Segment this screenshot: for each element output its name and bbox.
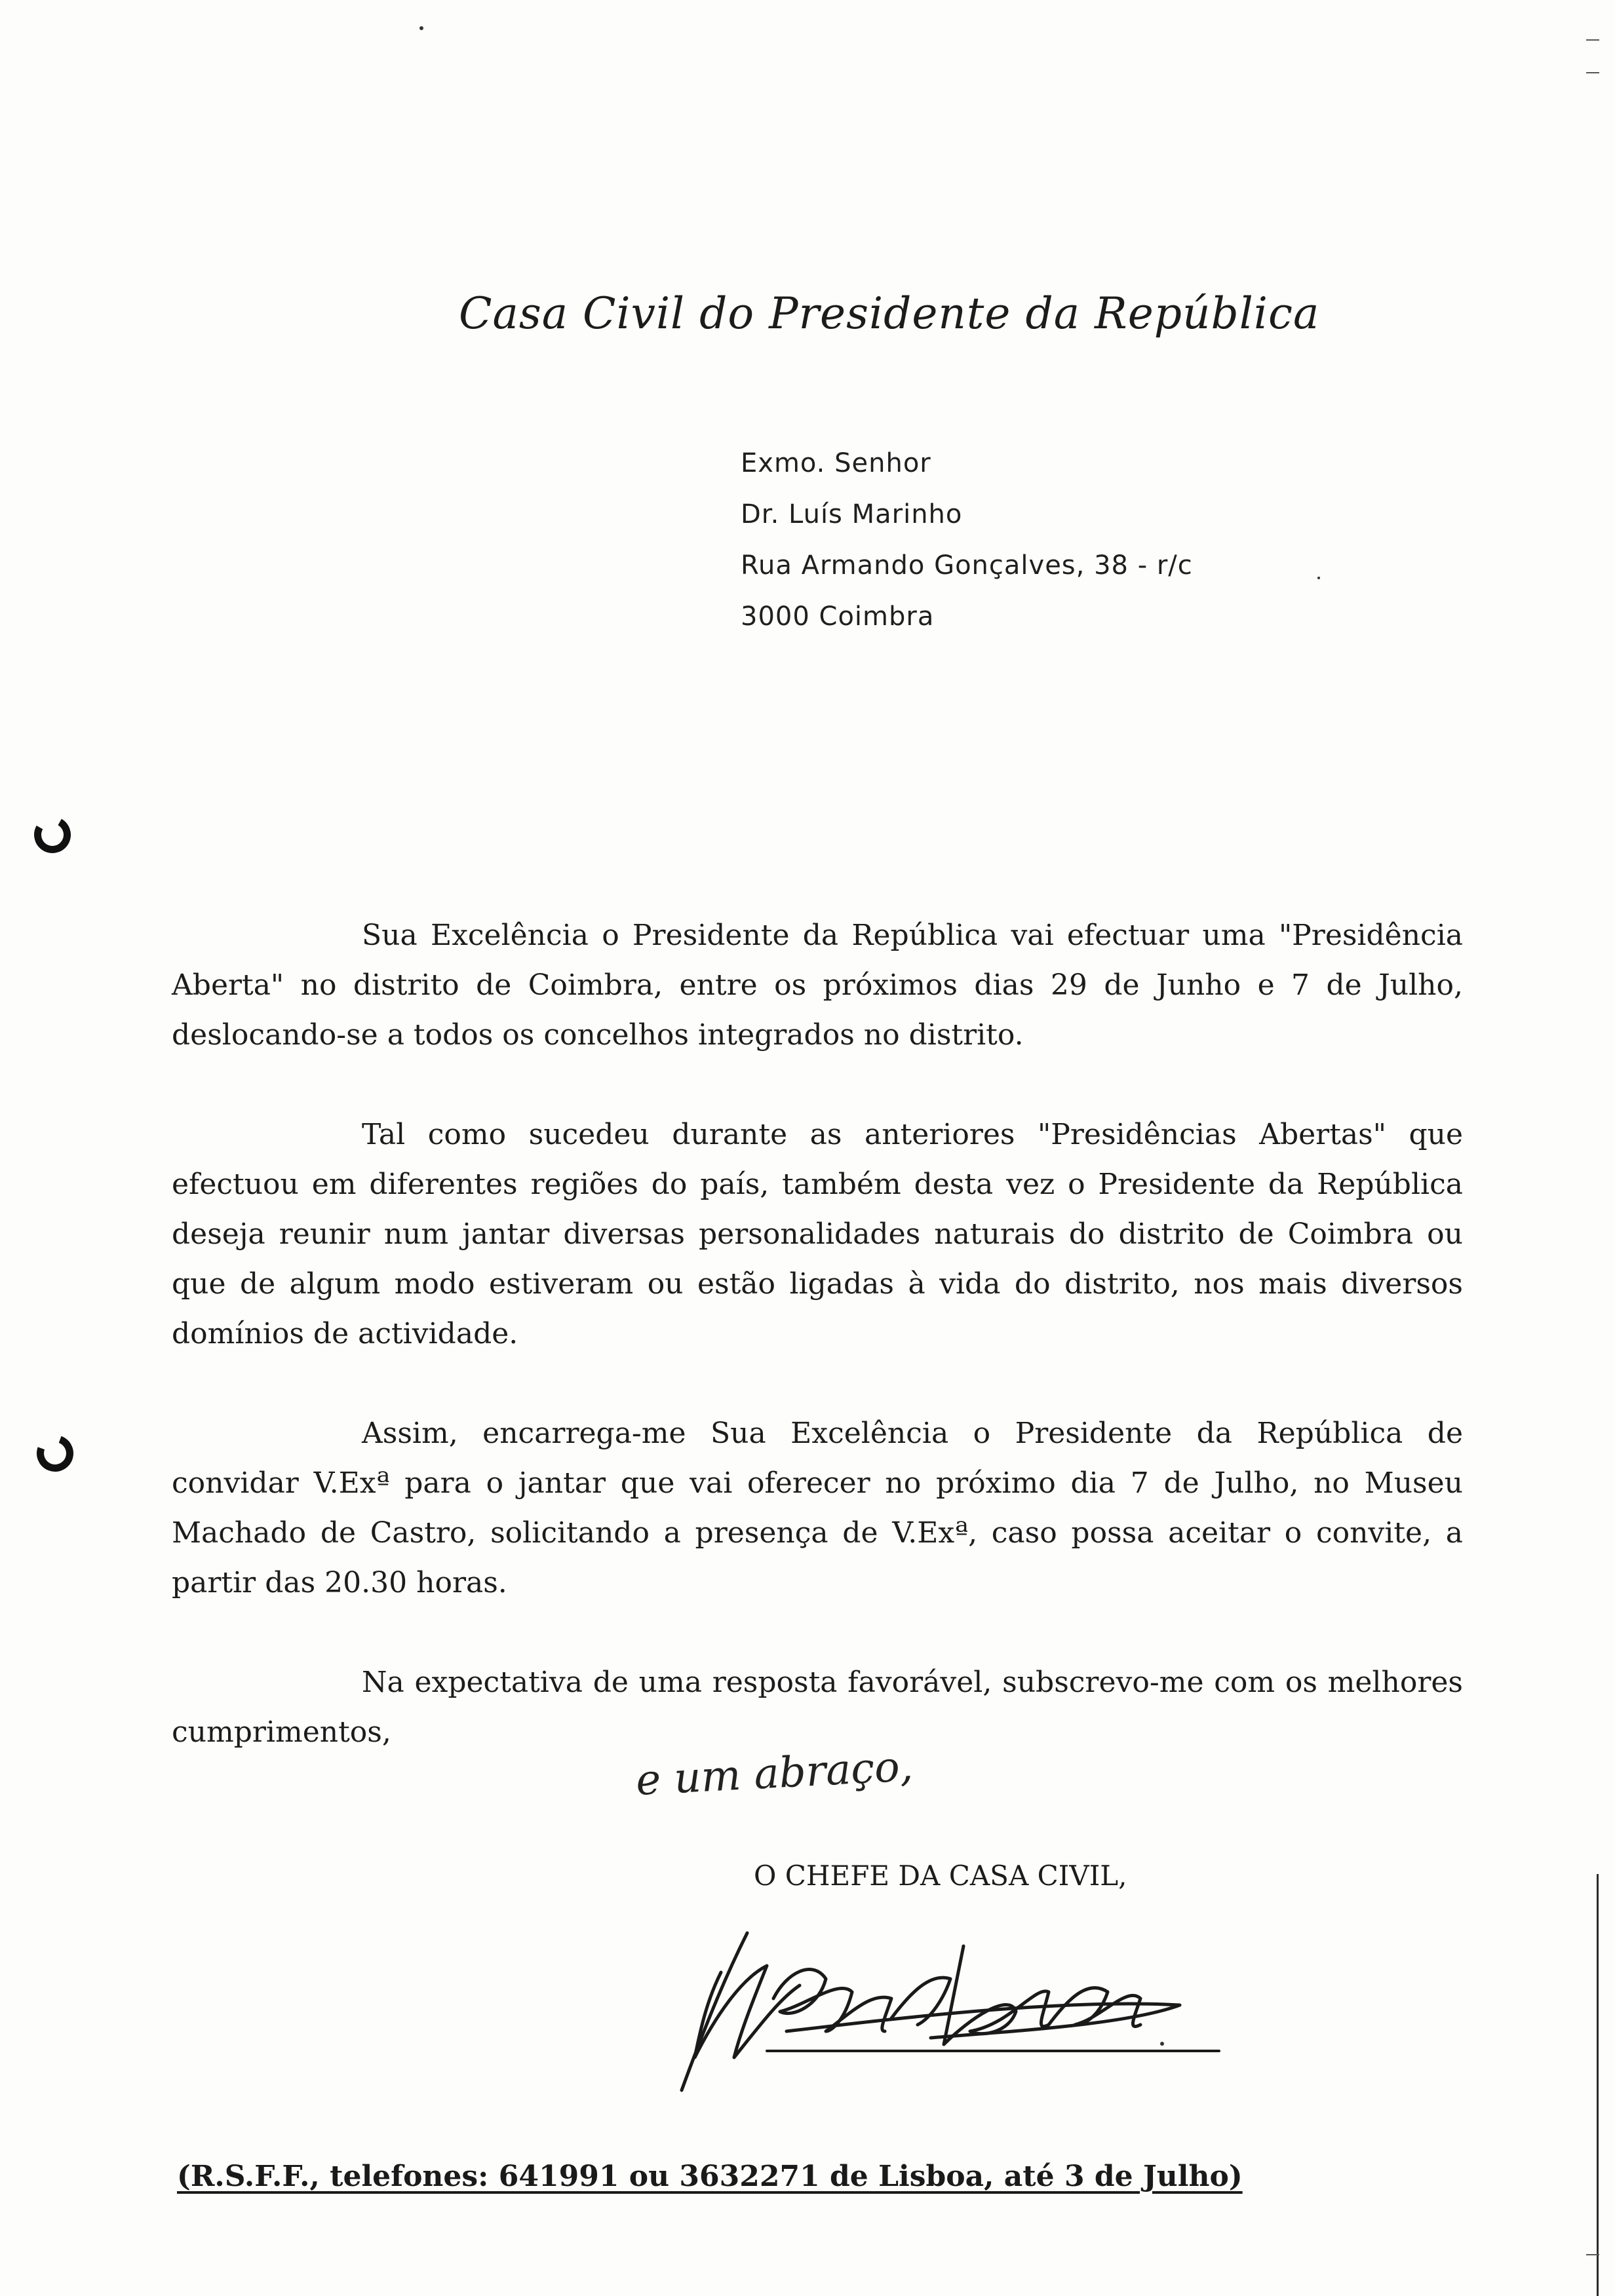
scan-edge-line [1597, 1874, 1599, 2296]
recipient-salutation: Exmo. Senhor [741, 448, 931, 478]
recipient-name: Dr. Luís Marinho [741, 499, 963, 529]
signatory-title: O CHEFE DA CASA CIVIL, [754, 1860, 1127, 1892]
scan-edge-mark [1586, 39, 1599, 41]
body-paragraph: Tal como sucedeu durante as anteriores "Presidências Abertas" que efectuou em diferentes regiões do país, também desta vez o Presidente da República deseja reunir num jantar diversas personalidades naturais do distrito de Coimbra ou que de algum modo estiveram ou estão ligadas à vida do distrito, nos mais diversos domínios de actividade. [172, 1118, 1463, 1350]
handwritten-closing: e um abraço, [634, 1742, 914, 1806]
signature [669, 1920, 1258, 2116]
punch-hole-mark [31, 1429, 79, 1478]
body-paragraph: Sua Excelência o Presidente da República vai efectuar uma "Presidência Aberta" no distrito de Coimbra, entre os próximos dias 29 de Junho e 7 de Julho, deslocando-se a todos os concelhos integrados no distrito. [172, 919, 1463, 1052]
speck [419, 26, 423, 30]
letterhead: Casa Civil do Presidente da República [459, 288, 1320, 339]
letter-body [172, 911, 1463, 1757]
speck [1317, 577, 1320, 579]
punch-hole-mark [30, 813, 75, 858]
scan-edge-mark [1586, 2254, 1599, 2255]
recipient-city: 3000 Coimbra [741, 602, 935, 632]
footer-note: (R.S.F.F., telefones: 641991 ou 3632271 de Lisboa, até 3 de Julho) [177, 2160, 1243, 2193]
body-paragraph: Na expectativa de uma resposta favorável, subscrevo-me com os melhores cumprimentos, [172, 1666, 1463, 1749]
scan-edge-mark [1586, 72, 1599, 73]
recipient-address [741, 438, 1193, 642]
body-paragraph: Assim, encarrega-me Sua Excelência o Presidente da República de convidar V.Exª para o jantar que vai oferecer no próximo dia 7 de Julho, no Museu Machado de Castro, solicitando a presença de V.Exª, caso possa aceitar o convite, a partir das 20.30 horas. [172, 1417, 1463, 1599]
recipient-street: Rua Armando Gonçalves, 38 - r/c [741, 550, 1193, 581]
